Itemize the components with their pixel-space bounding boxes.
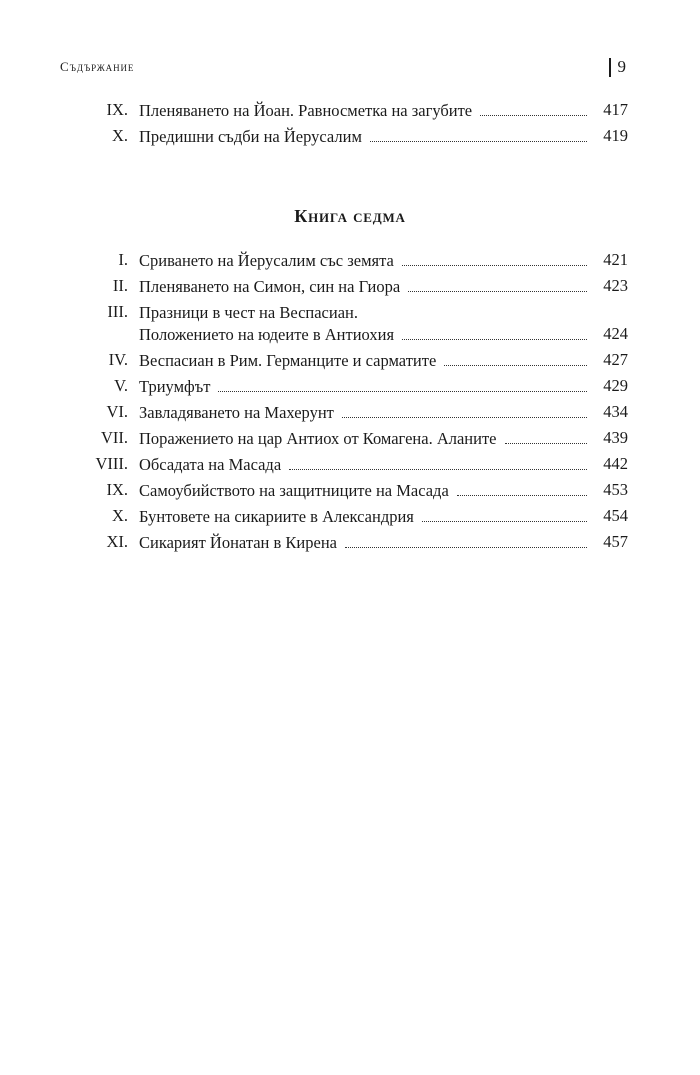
toc-entry-title-wrap (139, 376, 595, 398)
toc-entry-page: 454 (603, 506, 628, 525)
toc-entry-page: 417 (603, 100, 628, 119)
toc-book-seven (0, 250, 700, 558)
toc-entry-page: 442 (603, 454, 628, 473)
toc-previous-section (0, 100, 700, 152)
toc-entry-number: II. (112, 276, 128, 295)
page-number (609, 57, 626, 77)
toc-entry (0, 454, 700, 480)
toc-entry-number: IX. (106, 480, 128, 499)
toc-entry-number: X. (111, 126, 128, 145)
toc-entry-title-wrap (139, 350, 595, 372)
toc-entry-title: Сриването на Йерусалим със земята (139, 250, 402, 272)
toc-entry-title-wrap (139, 506, 595, 528)
toc-entry-title: Триумфът (139, 376, 218, 398)
toc-entry-number: XI. (106, 532, 128, 551)
toc-entry-title-wrap (139, 402, 595, 424)
toc-entry-page: 439 (603, 428, 628, 447)
dot-leader (289, 469, 587, 470)
toc-entry-page: 421 (603, 250, 628, 269)
toc-entry (0, 428, 700, 454)
toc-entry-title: Сикарият Йонатан в Кирена (139, 532, 345, 554)
dot-leader (345, 547, 587, 548)
dot-leader (444, 365, 587, 366)
toc-entry-title: Веспасиан в Рим. Германците и сарматите (139, 350, 444, 372)
dot-leader (422, 521, 587, 522)
toc-entry-number: VI. (106, 402, 128, 421)
toc-entry-title: Предишни съдби на Йерусалим (139, 126, 370, 148)
toc-entry-number: I. (118, 250, 128, 269)
toc-entry-title-wrap (139, 126, 595, 148)
toc-entry (0, 126, 700, 152)
toc-entry (0, 532, 700, 558)
toc-entry-page: 434 (603, 402, 628, 421)
toc-entry-title: Пленяването на Йоан. Равносметка на загубите (139, 100, 480, 122)
dot-leader (342, 417, 587, 418)
toc-entry-page: 457 (603, 532, 628, 551)
toc-entry-page: 424 (603, 324, 628, 343)
toc-entry (0, 100, 700, 126)
toc-entry-number: IX. (106, 100, 128, 119)
dot-leader (402, 339, 587, 340)
page-number-value: 9 (617, 57, 626, 76)
toc-entry-title: Празници в чест на Веспасиан. (139, 302, 366, 324)
toc-entry (0, 350, 700, 376)
dot-leader (402, 265, 587, 266)
toc-entry-number: V. (114, 376, 128, 395)
dot-leader (457, 495, 587, 496)
dot-leader (218, 391, 587, 392)
toc-entry (0, 302, 700, 350)
dot-leader (505, 443, 588, 444)
toc-entry-page: 423 (603, 276, 628, 295)
running-head (60, 58, 628, 80)
toc-entry (0, 480, 700, 506)
toc-entry-title: Самоубийството на защитниците на Масада (139, 480, 457, 502)
dot-leader (370, 141, 587, 142)
toc-entry-title: Поражението на цар Антиох от Комагена. Аланите (139, 428, 505, 450)
toc-entry-number: X. (111, 506, 128, 525)
folio-divider (609, 58, 611, 77)
book-heading: Книга седма (294, 206, 406, 226)
toc-entry-title-wrap (139, 428, 595, 450)
toc-entry-title-wrap (139, 480, 595, 502)
toc-entry-title: Обсадата на Масада (139, 454, 289, 476)
toc-entry-title-wrap (139, 250, 595, 272)
toc-entry-title-wrap (139, 276, 595, 298)
toc-entry-page: 429 (603, 376, 628, 395)
toc-entry-page: 453 (603, 480, 628, 499)
toc-entry (0, 402, 700, 428)
toc-entry-page: 419 (603, 126, 628, 145)
dot-leader (480, 115, 587, 116)
toc-entry-number: VIII. (95, 454, 128, 473)
toc-entry-number: IV. (108, 350, 128, 369)
dot-leader (408, 291, 587, 292)
toc-entry (0, 276, 700, 302)
toc-entry-title: Завладяването на Махерунт (139, 402, 342, 424)
toc-entry-number: VII. (100, 428, 128, 447)
running-title: Съдържание (60, 59, 135, 74)
toc-entry (0, 506, 700, 532)
toc-entry-page: 427 (603, 350, 628, 369)
toc-entry-title: Пленяването на Симон, син на Гиора (139, 276, 408, 298)
toc-entry-number: III. (107, 302, 128, 321)
toc-entry-title: Бунтовете на сикариите в Александрия (139, 506, 422, 528)
toc-entry-title-wrap (139, 100, 595, 122)
toc-entry-title-wrap (139, 454, 595, 476)
toc-entry (0, 250, 700, 276)
toc-entry-title-wrap (139, 302, 595, 346)
toc-entry (0, 376, 700, 402)
toc-entry-title-continued: Положението на юдеите в Антиохия (139, 324, 402, 346)
toc-entry-title-wrap (139, 532, 595, 554)
